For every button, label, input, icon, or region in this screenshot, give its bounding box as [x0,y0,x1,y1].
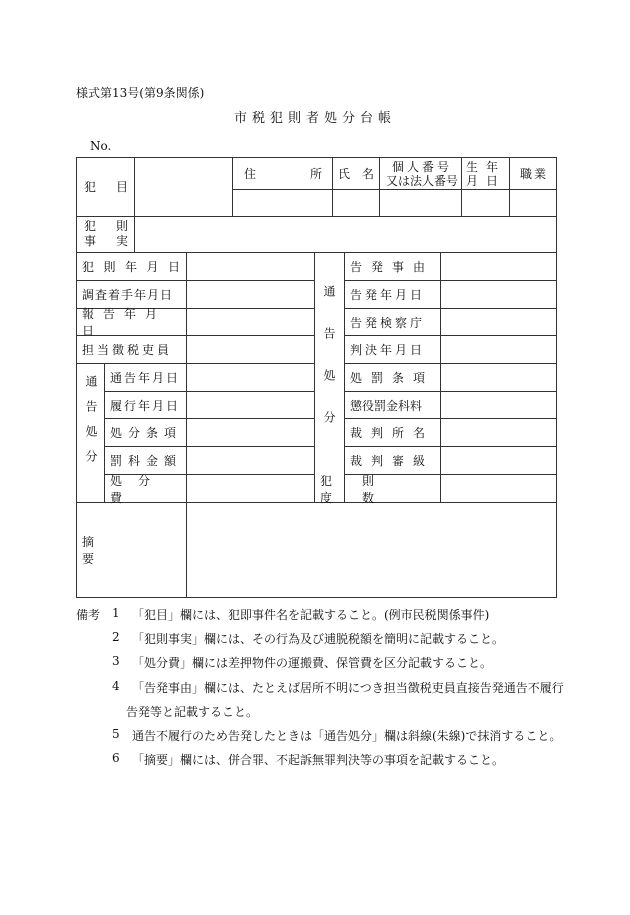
note-text: 「告発事由」欄には、たとえば居所不明につき担当徴税吏員直接告発通告不履行 [132,681,564,695]
left-row-label: 調査着手年月日 [82,288,174,302]
rule [344,252,345,502]
shimei-label: 氏 名 [338,166,374,181]
right-row-label: 処罰条項 [350,371,435,385]
note-num: 2 [112,630,120,644]
birth-label: 生年 月日 [465,160,506,188]
hansoku-dosu-label: 犯則度数 [320,473,405,505]
left-group-row-label: 処分条項 [110,426,183,440]
right-row-label: 判決年月日 [350,343,426,357]
register-table [76,157,557,598]
note-num: 6 [112,751,120,765]
right-row-label: 告発検察庁 [350,315,426,330]
rule [186,252,187,502]
border-left [76,157,77,598]
jusho-label: 住 所 [244,166,322,181]
right-group-label: 通告処分 [322,285,336,453]
note-text: 「処分費」欄には差押物件の運搬費、保管費を区分記載すること。 [132,656,493,670]
form-number: 様式第13号(第9条関係) [76,86,205,100]
right-row-label: 告発年月日 [350,288,426,302]
left-group-row-label: 通告年月日 [110,371,181,385]
note-text-cont: 告発等と記載すること。 [126,705,259,719]
rule [440,252,441,502]
left-group-row-label: 履行年月日 [110,398,181,413]
left-row-label: 担当徴税吏員 [82,343,173,357]
right-row-label: 裁判所名 [350,426,435,440]
rule [509,157,510,216]
hansoku-jijitsu-label: 犯 則 事 実 [84,219,128,248]
rule [134,216,135,252]
right-row-label: 裁判審級 [350,454,435,468]
note-text: 「摘要」欄には、併合罪、不起訴無罪判決等の事項を記載すること。 [132,753,505,767]
left-group-label: 通告処分 [84,375,98,475]
rule [314,252,315,502]
rule [134,157,135,216]
note-num: 4 [112,679,120,693]
right-row-label: 懲役罰金科料 [350,398,423,413]
hanmoku-label: 犯 目 [84,180,128,194]
note-text: 「犯則事実」欄には、その行為及び逋脱税額を簡明に記載すること。 [132,632,505,646]
note-num: 3 [112,654,120,668]
rule [461,157,462,216]
shokugyo-label: 職業 [519,166,548,181]
note-num: 1 [112,606,120,620]
rule [76,216,557,217]
left-group-row-label: 罰科金額 [110,454,183,468]
remarks-label: 備考 [76,608,101,622]
left-row-label: 犯 則 年 月 日 [82,260,180,274]
border-bottom [76,597,557,598]
rule [332,157,333,216]
left-row-label: 報告年月日 [82,307,167,338]
note-num: 5 [112,727,120,741]
page-title: 市税犯則者処分台帳 [233,111,396,126]
border-right [556,157,557,598]
shobunhi-label: 処分費 [110,473,167,505]
rule [186,502,187,598]
rule [232,157,233,216]
rule [232,189,556,190]
tekiyo-label: 摘要 [82,535,161,566]
note-text: 「犯目」欄には、犯即事件名を記載すること。(例市民税関係事件) [132,608,490,622]
rule [104,474,105,502]
number-label: No. [90,139,112,153]
right-row-label: 告発事由 [350,260,435,274]
kojin-label: 個人番号 又は法人番号 [385,160,458,188]
rule [379,157,380,216]
note-text: 通告不履行のため告発したときは「通告処分」欄は斜線(朱線)で抹消すること。 [132,729,562,743]
